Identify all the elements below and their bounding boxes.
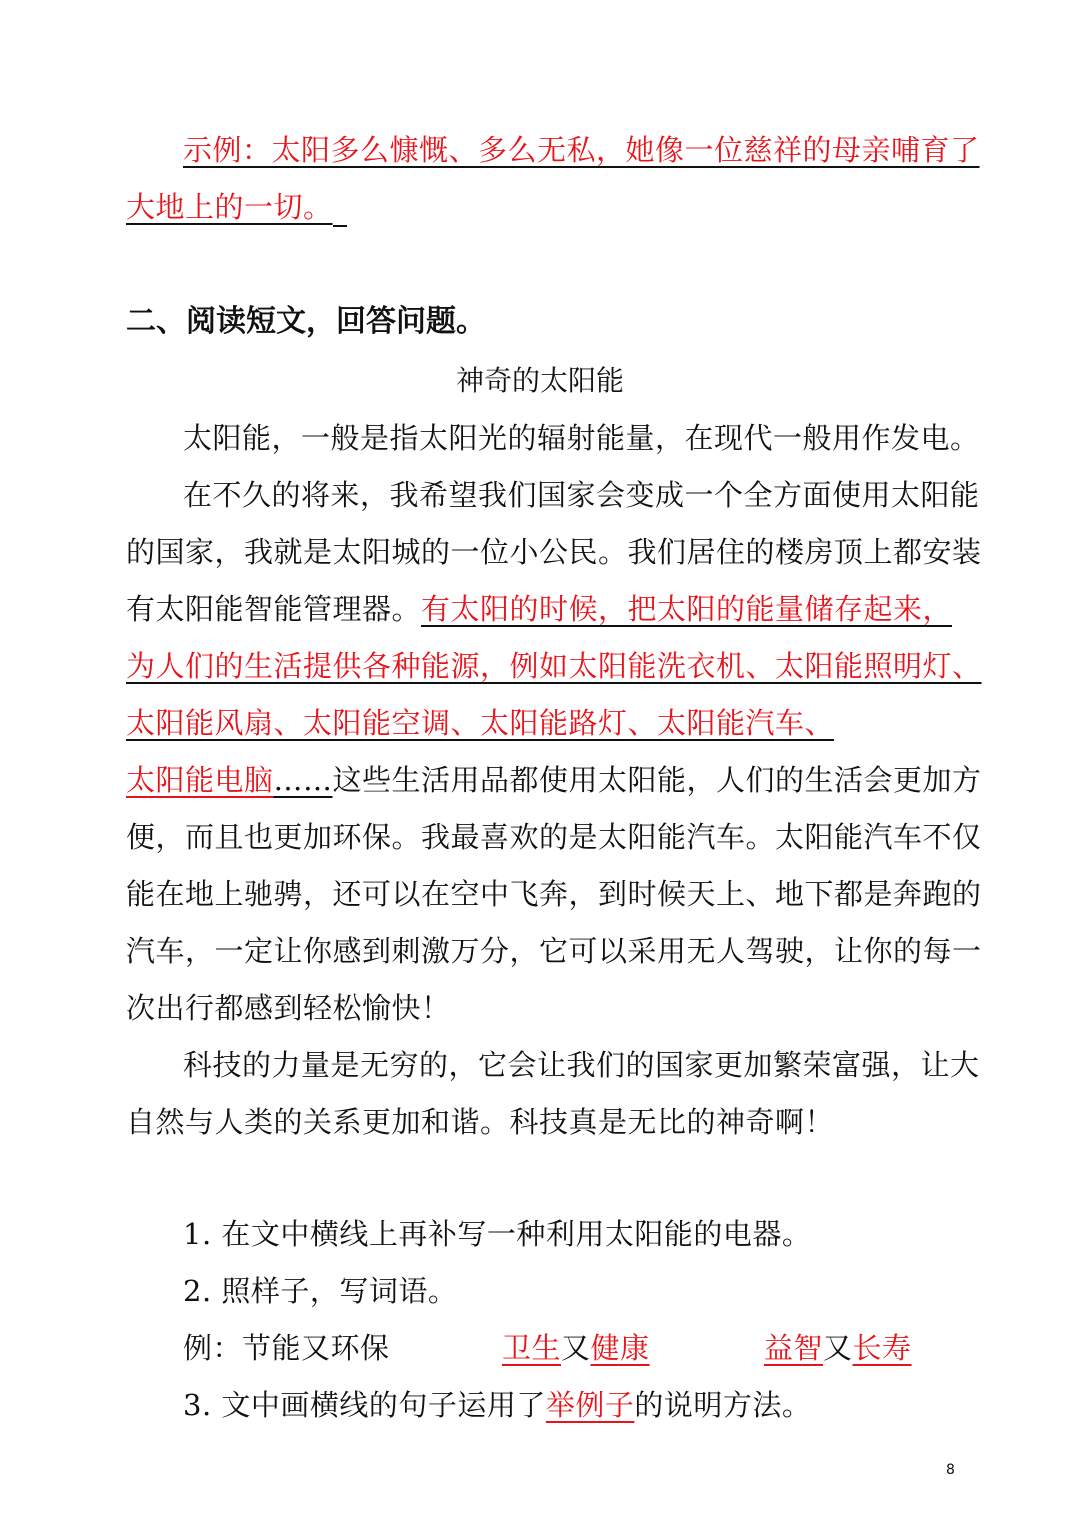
example-underline-tail <box>333 195 347 227</box>
question-1: 1. 在文中横线上再补写一种利用太阳能的电器。 <box>183 1217 812 1251</box>
ellipsis: …… <box>273 763 333 797</box>
question-2-answer-1 <box>502 1328 650 1368</box>
question-2: 2. 照样子，写词语。 <box>183 1274 458 1308</box>
article-paragraph-2-line-7: 便，而且也更加环保。我最喜欢的是太阳能汽车。太阳能汽车不仅 <box>126 820 982 854</box>
connector-word: 又 <box>561 1331 591 1365</box>
question-3-prefix: 3. 文中画横线的句子运用了 <box>183 1388 546 1422</box>
answer-word: 健康 <box>590 1331 650 1365</box>
question-3 <box>183 1385 811 1425</box>
paragraph-text: 这些生活用品都使用太阳能，人们的生活会更加方 <box>332 763 982 797</box>
underlined-example-sentence-line-3: 太阳能风扇、太阳能空调、太阳能路灯、太阳能汽车、 <box>126 706 835 740</box>
question-2-answer-2 <box>764 1328 912 1368</box>
example-answer-text: 大地上的一切。 <box>126 190 333 224</box>
answer-word: 卫生 <box>502 1331 562 1365</box>
article-paragraph-2-line-8: 能在地上驰骋，还可以在空中飞奔，到时候天上、地下都是奔跑的 <box>126 877 982 911</box>
page-number: 8 <box>946 1462 955 1478</box>
article-paragraph-2-line-2: 的国家，我就是太阳城的一位小公民。我们居住的楼房顶上都安装 <box>126 535 982 569</box>
section-heading: 二、阅读短文，回答问题。 <box>126 304 486 339</box>
article-title: 神奇的太阳能 <box>455 364 624 397</box>
article-paragraph-2-line-10: 次出行都感到轻松愉快！ <box>126 991 451 1025</box>
connector-word: 又 <box>823 1331 853 1365</box>
question-3-suffix: 的说明方法。 <box>634 1388 812 1422</box>
question-2-example: 例：节能又环保 <box>183 1331 390 1365</box>
example-answer-line-2 <box>126 187 347 227</box>
underlined-example-sentence-line-2: 为人们的生活提供各种能源，例如太阳能洗衣机、太阳能照明灯、 <box>126 649 982 683</box>
article-paragraph-3-line-1: 科技的力量是无穷的，它会让我们的国家更加繁荣富强，让大 <box>183 1048 980 1082</box>
example-answer-line-1: 示例：太阳多么慷慨、多么无私，她像一位慈祥的母亲哺育了 <box>183 133 980 167</box>
article-paragraph-2-line-3 <box>126 589 952 629</box>
filled-blank-answer: 太阳能电脑 <box>126 763 274 797</box>
answer-word: 长寿 <box>852 1331 912 1365</box>
answer-word: 益智 <box>764 1331 824 1365</box>
question-3-answer: 举例子 <box>545 1388 635 1422</box>
article-paragraph-2-line-1: 在不久的将来，我希望我们国家会变成一个全方面使用太阳能 <box>183 478 980 512</box>
article-paragraph-2-line-9: 汽车，一定让你感到刺激万分，它可以采用无人驾驶，让你的每一 <box>126 934 982 968</box>
article-paragraph-1: 太阳能，一般是指太阳光的辐射能量，在现代一般用作发电。 <box>183 421 980 455</box>
paragraph-text: 有太阳能智能管理器。 <box>126 592 422 626</box>
underlined-example-sentence: 有太阳的时候，把太阳的能量储存起来， <box>421 592 953 626</box>
article-paragraph-3-line-2: 自然与人类的关系更加和谐。科技真是无比的神奇啊！ <box>126 1105 835 1139</box>
article-paragraph-2-line-6 <box>126 760 982 800</box>
